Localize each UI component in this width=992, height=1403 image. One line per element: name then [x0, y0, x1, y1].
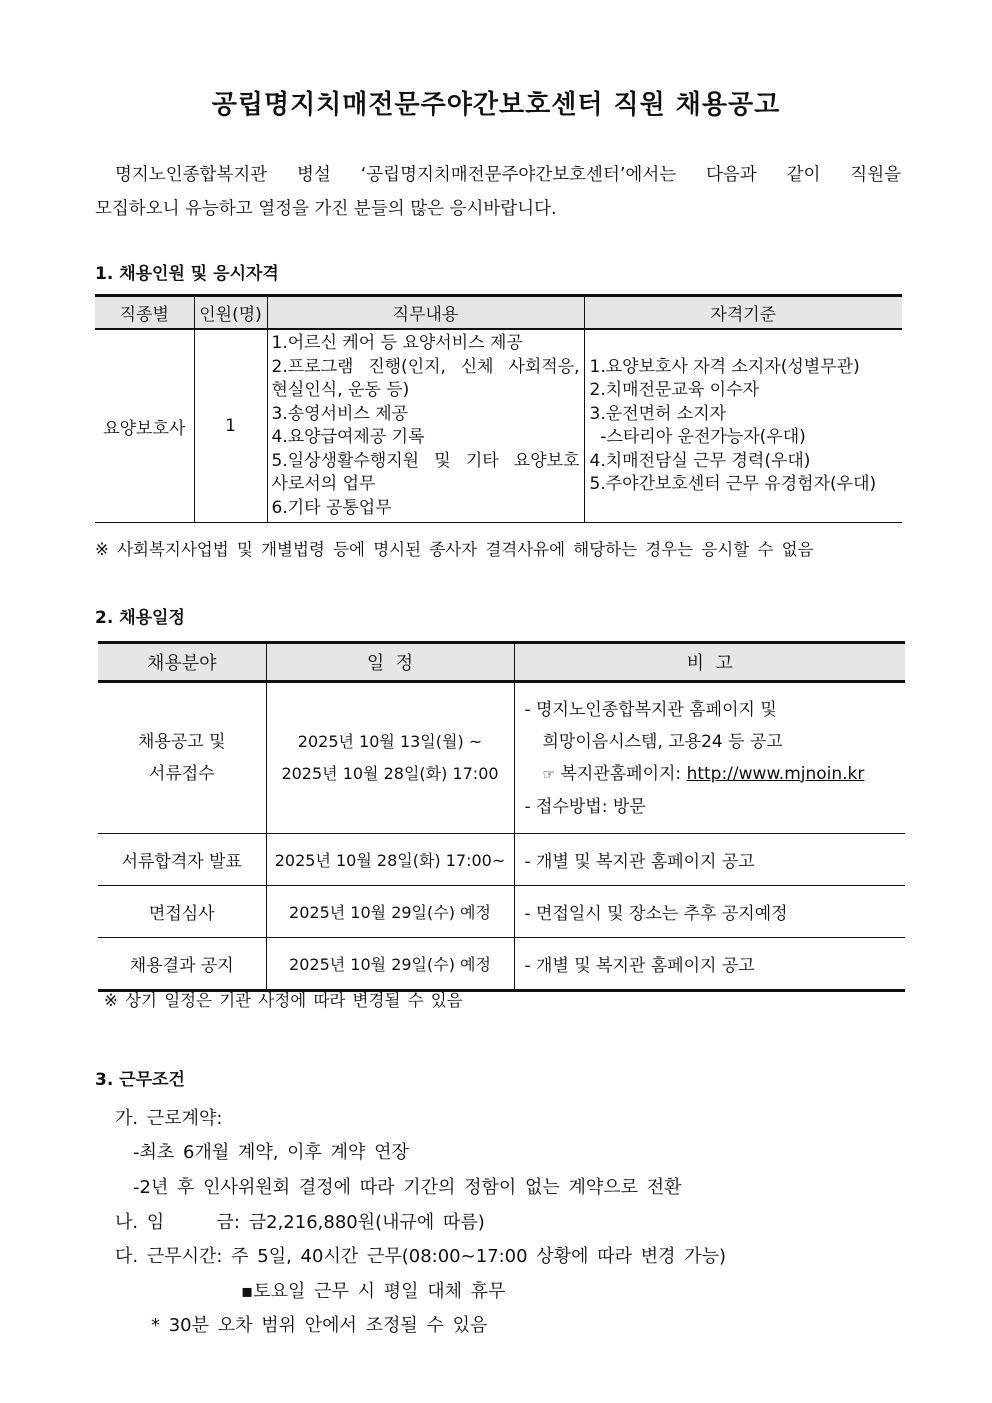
- field-line: 서류접수: [148, 764, 215, 784]
- header-headcount: 인원(명): [194, 296, 267, 330]
- header-schedule: 일 정: [266, 643, 514, 682]
- duty-item: 3.송영서비스 제공: [271, 403, 409, 424]
- page-title: 공립명지치매전문주야간보호센터 직원 채용공고: [211, 90, 781, 120]
- table-header-row: [95, 296, 902, 330]
- header-qualifications: 자격기준: [584, 296, 902, 330]
- section-2-heading: 2. 채용일정: [95, 608, 185, 628]
- table-row: [98, 834, 905, 886]
- intro-line-2: 모집하오니 유능하고 열정을 가진 분들의 많은 응시바랍니다.: [95, 199, 557, 219]
- duty-item: 현실인식, 운동 등): [271, 380, 410, 400]
- hours-line: 다. 근무시간: 주 5일, 40시간 근무(08:00~17:00 상황에 따라 변경 가능): [115, 1246, 726, 1267]
- contract-label: 가. 근로계약:: [115, 1108, 223, 1129]
- table-row: [98, 682, 905, 834]
- section-3-heading: 3. 근무조건: [95, 1070, 185, 1090]
- field-cell: 채용결과 공지: [98, 938, 266, 991]
- field-cell: 면접심사: [98, 886, 266, 938]
- intro-paragraph: [95, 158, 901, 226]
- wage-line: 나. 임 금: 금2,216,880원(내규에 따름): [115, 1212, 485, 1233]
- field-cell: 서류합격자 발표: [98, 834, 266, 886]
- homepage-line: [525, 758, 906, 791]
- table-header-row: [98, 643, 905, 682]
- job-type-cell: 요양보호사: [95, 329, 194, 523]
- remarks-cell: - 면접일시 및 장소는 추후 공지예정: [514, 886, 905, 938]
- schedule-cell: [266, 682, 514, 834]
- duty-item: 사로서의 업무: [271, 474, 376, 494]
- contract-item: -2년 후 인사위원회 결정에 따라 기간의 정함이 없는 계약으로 전환: [133, 1177, 682, 1198]
- remarks-cell: - 개별 및 복지관 홈페이지 공고: [514, 834, 905, 886]
- qualification-item: 5.주야간보호센터 근무 유경험자(우대): [589, 474, 877, 494]
- duties-cell: [267, 329, 584, 523]
- duty-item: 6.기타 공통업무: [271, 497, 392, 518]
- headcount-cell: 1: [194, 329, 267, 523]
- schedule-note: ※ 상기 일정은 기관 사정에 따라 변경될 수 있음: [104, 991, 463, 1010]
- homepage-label: 복지관홈페이지:: [560, 763, 687, 784]
- table-row: [98, 938, 905, 991]
- qualification-item: 3.운전면허 소지자: [589, 403, 727, 424]
- remarks-line: 희망이음시스템, 고용24 등 공고: [542, 731, 783, 752]
- homepage-link[interactable]: http://www.mjnoin.kr: [686, 763, 865, 784]
- schedule-line: 2025년 10월 28일(화) 17:00: [281, 764, 499, 783]
- duty-item: 5.일상생활수행지원 및 기타 요양보호: [271, 450, 580, 471]
- recruitment-qualification-table: [95, 294, 902, 523]
- saturday-line: ▪토요일 근무 시 평일 대체 휴무: [241, 1281, 506, 1302]
- qualification-item: -스타리아 운전가능자(우대): [589, 427, 806, 447]
- header-job-type: 직종별: [95, 296, 194, 330]
- duty-item: 2.프로그램 진행(인지, 신체 사회적응,: [271, 356, 580, 377]
- tolerance-line: * 30분 오차 범위 안에서 조정될 수 있음: [151, 1315, 488, 1336]
- schedule-cell: 2025년 10월 29일(수) 예정: [266, 938, 514, 991]
- schedule-cell: 2025년 10월 29일(수) 예정: [266, 886, 514, 938]
- qualifications-cell: [584, 329, 902, 523]
- eligibility-note: ※ 사회복지사업법 및 개별법령 등에 명시된 종사자 결격사유에 해당하는 경우는 응시할 수 없음: [95, 540, 814, 559]
- field-cell: [98, 682, 266, 834]
- table-row: [98, 886, 905, 938]
- remarks-cell: - 개별 및 복지관 홈페이지 공고: [514, 938, 905, 991]
- schedule-table: [98, 641, 905, 992]
- table-row: [95, 329, 902, 523]
- remarks-line: - 접수방법: 방문: [524, 796, 646, 817]
- qualification-item: 1.요양보호사 자격 소지자(성별무관): [589, 356, 860, 377]
- header-duties: 직무내용: [267, 296, 584, 330]
- intro-line-1: 명지노인종합복지관 병설 ‘공립명지치매전문주야간보호센터’에서는 다음과 같이 직원을: [115, 165, 901, 185]
- field-line: 채용공고 및: [137, 732, 226, 752]
- section-1-heading: 1. 채용인원 및 응시자격: [95, 264, 279, 284]
- pointing-hand-icon: ☞: [542, 766, 556, 783]
- schedule-line: 2025년 10월 13일(월) ~: [297, 732, 483, 751]
- schedule-cell: 2025년 10월 28일(화) 17:00~: [266, 834, 514, 886]
- contract-item: -최초 6개월 계약, 이후 계약 연장: [133, 1142, 409, 1163]
- duty-item: 4.요양급여제공 기록: [271, 427, 425, 447]
- header-remarks: 비 고: [514, 643, 905, 682]
- header-field: 채용분야: [98, 643, 266, 682]
- qualification-item: 4.치매전담실 근무 경력(우대): [589, 450, 811, 471]
- remarks-line: - 명지노인종합복지관 홈페이지 및: [524, 699, 777, 720]
- qualification-item: 2.치매전문교육 이수자: [589, 380, 759, 400]
- duty-item: 1.어르신 케어 등 요양서비스 제공: [271, 333, 523, 353]
- remarks-cell: [514, 682, 905, 834]
